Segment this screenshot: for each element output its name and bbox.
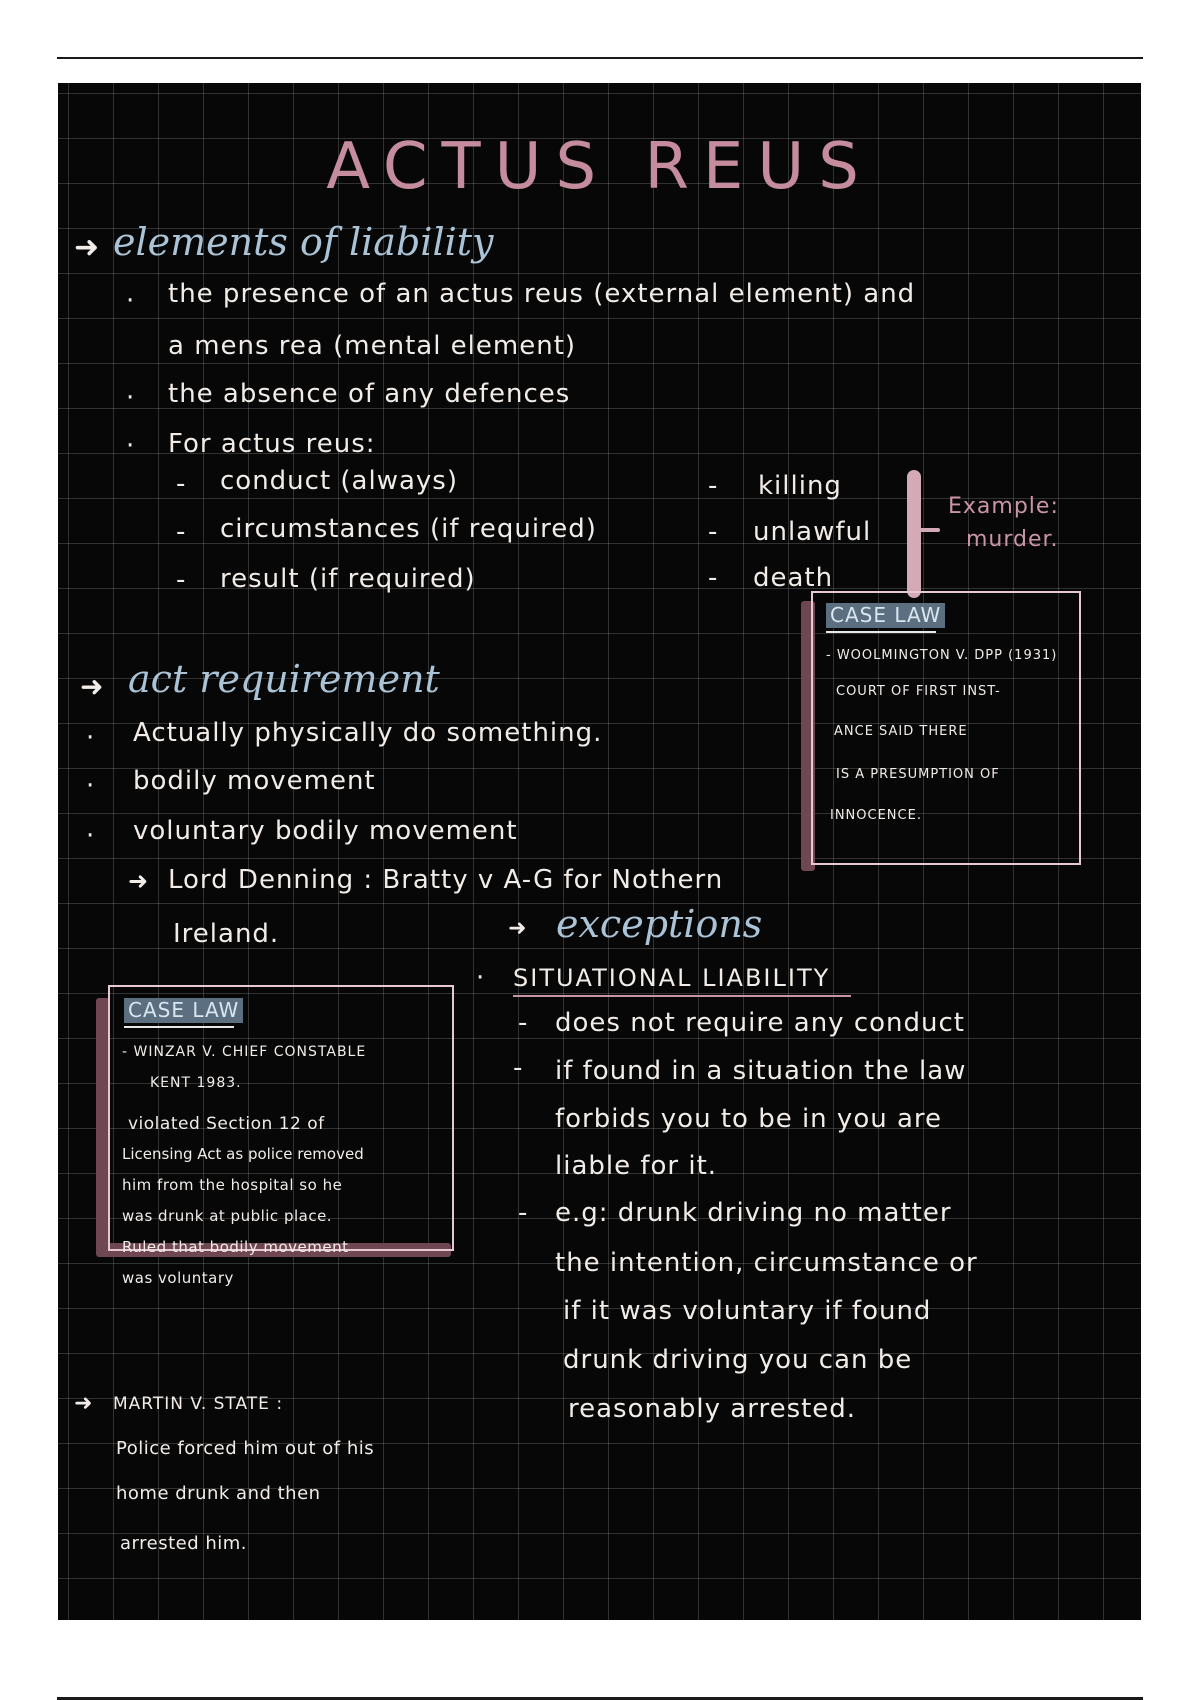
exception-line: the intention, circumstance or — [555, 1248, 978, 1278]
example-death: death — [753, 563, 834, 593]
martin-line: Police forced him out of his — [116, 1438, 375, 1459]
component-circumstances: circumstances (if required) — [220, 514, 597, 544]
arrow-right-icon: ➜ — [508, 916, 528, 941]
bullet-dot-icon: · — [126, 383, 136, 413]
case-line: Licensing Act as police removed — [122, 1145, 364, 1163]
dash-icon: - — [176, 517, 187, 547]
case-line: IS A PRESUMPTION OF — [836, 767, 1000, 782]
dash-icon: - — [176, 469, 187, 499]
component-result: result (if required) — [220, 564, 476, 594]
exception-line: does not require any conduct — [555, 1008, 965, 1038]
dash-icon: - — [708, 563, 719, 593]
heading-act-requirement: act requirement — [128, 657, 440, 701]
bullet-dot-icon: · — [476, 963, 486, 993]
exception-line: forbids you to be in you are — [555, 1104, 943, 1134]
badge-underline — [826, 631, 936, 633]
exception-line: if found in a situation the law — [555, 1056, 967, 1086]
dash-icon: - — [708, 471, 719, 501]
elements-line-2: a mens rea (mental element) — [168, 331, 577, 361]
example-bracket-tick — [918, 528, 940, 532]
case-line: was drunk at public place. — [122, 1207, 333, 1225]
bullet-dot-icon: · — [126, 286, 136, 316]
arrow-right-icon: ➜ — [80, 670, 105, 703]
case-line: - WOOLMINGTON V. DPP (1931) — [826, 648, 1058, 663]
bullet-dot-icon: · — [126, 431, 136, 461]
arrow-right-icon: ➜ — [74, 230, 101, 265]
dash-icon: - — [518, 1198, 529, 1228]
case-law-badge: CASE LAW — [124, 998, 243, 1023]
dash-icon: - — [176, 565, 187, 595]
elements-line-1: the presence of an actus reus (external element) and — [168, 279, 916, 309]
arrow-right-icon: ➜ — [74, 1391, 94, 1416]
exception-line: e.g: drunk driving no matter — [555, 1198, 952, 1228]
lord-denning-line-2: Ireland. — [173, 919, 280, 949]
act-item-1: Actually physically do something. — [133, 718, 603, 748]
exception-line: drunk driving you can be — [563, 1345, 913, 1375]
exception-line: liable for it. — [555, 1151, 718, 1181]
example-unlawful: unlawful — [753, 517, 872, 547]
exception-line: reasonably arrested. — [568, 1394, 857, 1424]
example-bracket — [907, 470, 921, 598]
case-line: - WINZAR V. CHIEF CONSTABLE — [122, 1044, 367, 1060]
example-label: Example: — [948, 494, 1059, 519]
top-rule — [57, 57, 1143, 59]
case-line: ANCE SAID THERE — [834, 724, 968, 739]
subheading-underline — [513, 995, 851, 997]
example-killing: killing — [758, 471, 842, 501]
arrow-right-icon: ➜ — [128, 867, 150, 895]
dash-icon: - — [518, 1008, 529, 1038]
case-line: violated Section 12 of — [128, 1114, 325, 1134]
example-value: murder. — [966, 527, 1059, 552]
act-item-2: bodily movement — [133, 766, 376, 796]
heading-elements-of-liability: elements of liability — [113, 220, 494, 264]
martin-line: arrested him. — [120, 1533, 248, 1554]
badge-underline — [124, 1026, 234, 1028]
elements-line-3: the absence of any defences — [168, 379, 571, 409]
situational-liability: SITUATIONAL LIABILITY — [513, 964, 831, 992]
act-item-3: voluntary bodily movement — [133, 816, 518, 846]
case-line: COURT OF FIRST INST- — [836, 684, 1001, 699]
case-line: Ruled that bodily movement — [122, 1238, 349, 1256]
case-line: KENT 1983. — [150, 1075, 242, 1091]
dash-icon: - — [708, 517, 719, 547]
exception-line: if it was voluntary if found — [563, 1296, 932, 1326]
bullet-dot-icon: · — [86, 821, 96, 851]
case-law-badge: CASE LAW — [826, 603, 945, 628]
page-title: ACTUS REUS — [326, 130, 873, 204]
dash-icon: - — [513, 1053, 524, 1083]
case-line: was voluntary — [122, 1269, 234, 1287]
elements-line-4: For actus reus: — [168, 429, 376, 459]
case-line: him from the hospital so he — [122, 1176, 343, 1194]
component-conduct: conduct (always) — [220, 466, 458, 496]
lord-denning-line-1: Lord Denning : Bratty v A-G for Nothern — [168, 865, 724, 895]
martin-heading: MARTIN V. STATE : — [113, 1394, 284, 1414]
notes-sheet — [58, 83, 1141, 1620]
heading-exceptions: exceptions — [556, 902, 763, 946]
bullet-dot-icon: · — [86, 723, 96, 753]
martin-line: home drunk and then — [116, 1483, 321, 1504]
bullet-dot-icon: · — [86, 771, 96, 801]
case-line: INNOCENCE. — [830, 808, 922, 823]
